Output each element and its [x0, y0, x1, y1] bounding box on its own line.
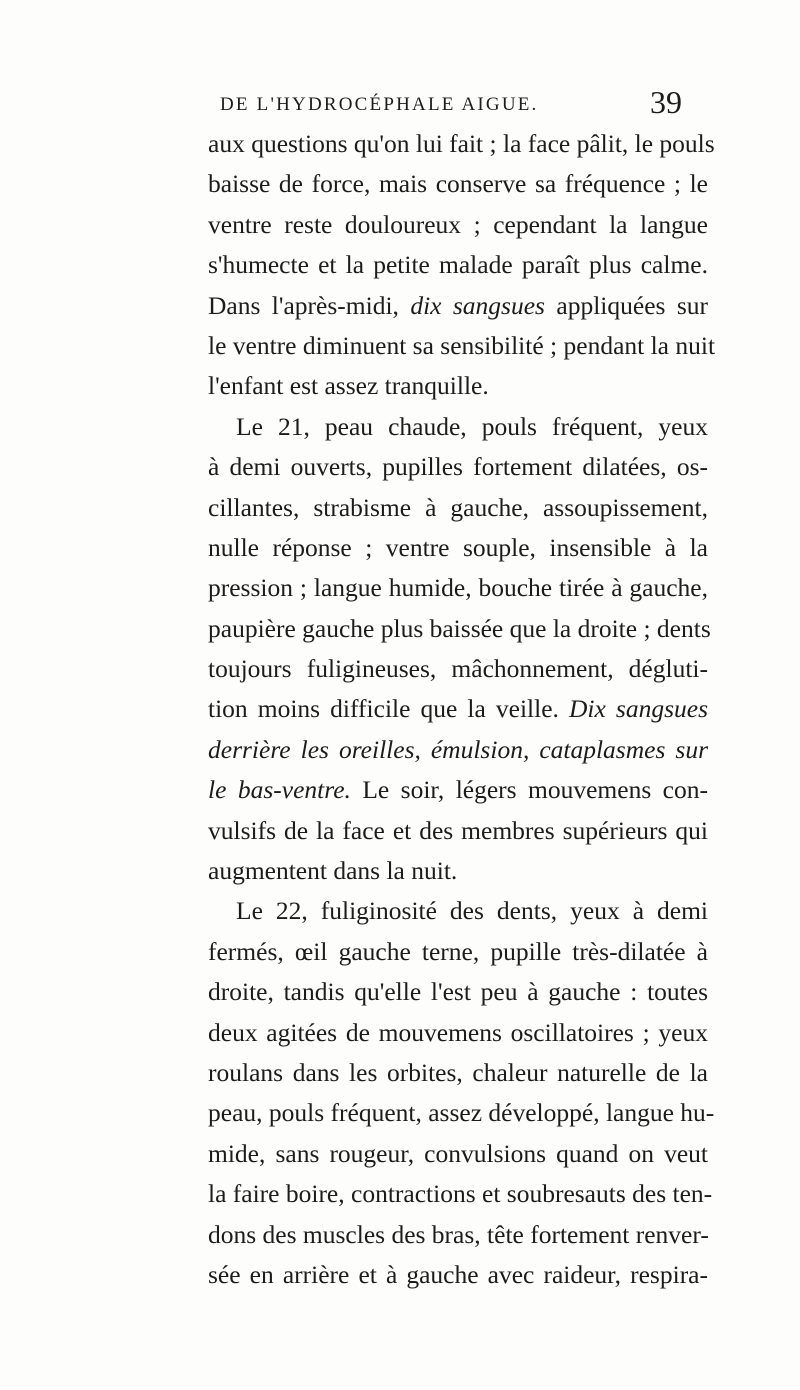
text-line: aux questions qu'on lui fait ; la face pâlit, le pouls [208, 129, 715, 158]
text-line: s'humecte et la petite malade paraît plus calme. [208, 250, 708, 280]
text-line: peau, pouls fréquent, assez développé, langue hu- [208, 1098, 715, 1128]
text-line: paupière gauche plus baissée que la droite ; dents [208, 613, 711, 643]
text-line: droite, tandis qu'elle l'est peu à gauche : toutes [208, 977, 708, 1007]
italic-text: dix sangsues [410, 290, 545, 320]
text-line: mide, sans rougeur, convulsions quand on veut [208, 1138, 708, 1168]
text-line [208, 730, 708, 770]
text-line: nulle réponse ; ventre souple, insensible à la [208, 532, 708, 562]
running-head [220, 84, 700, 122]
page-number: 39 [650, 84, 682, 120]
text-line: roulans dans les orbites, chaleur naturelle de la [208, 1057, 708, 1087]
text-line: à demi ouverts, pupilles fortement dilatées, os- [208, 452, 708, 482]
italic-text: derrière les oreilles, émulsion, cataplasmes sur [208, 734, 708, 764]
text-line: augmentent dans la nuit. [208, 856, 458, 886]
text-line: la faire boire, contractions et soubresauts des ten- [208, 1179, 713, 1209]
text-body [208, 124, 716, 1295]
text-line: Dans l'après-midi, dix sangsues appliquées sur [208, 290, 709, 320]
paragraph-start-line: Le 21, peau chaude, pouls fréquent, yeux [236, 411, 708, 441]
paragraph-start-line: Le 22, fuliginosité des dents, yeux à demi [236, 896, 708, 926]
text-line: le ventre diminuent sa sensibilité ; pendant la nuit [208, 330, 716, 360]
running-title: DE L'HYDROCÉPHALE AIGUE. [220, 94, 539, 115]
text-line: dons des muscles des bras, tête fortement renver- [208, 1219, 709, 1249]
text-line: toujours fuligineuses, mâchonnement, dégluti- [208, 654, 708, 684]
italic-text: Dix sangsues [569, 694, 708, 724]
text-line: deux agitées de mouvemens oscillatoires ; yeux [208, 1017, 708, 1047]
text-line: le bas-ventre. Le soir, légers mouvemens con- [208, 775, 708, 805]
text-line: ventre reste douloureux ; cependant la langue [208, 209, 708, 239]
text-line: vulsifs de la face et des membres supérieurs qui [208, 815, 708, 845]
text-line: tion moins difficile que la veille. Dix sangsues [208, 694, 708, 724]
text-line: baisse de force, mais conserve sa fréquence ; le [208, 169, 708, 199]
text-line: sée en arrière et à gauche avec raideur, respira- [208, 1259, 708, 1289]
text-line: cillantes, strabisme à gauche, assoupissement, [208, 492, 708, 522]
italic-text: le bas-ventre. [208, 775, 351, 805]
text-line: l'enfant est assez tranquille. [208, 371, 489, 401]
text-line: fermés, œil gauche terne, pupille très-dilatée à [208, 936, 708, 966]
text-line: pression ; langue humide, bouche tirée à gauche, [208, 573, 708, 603]
